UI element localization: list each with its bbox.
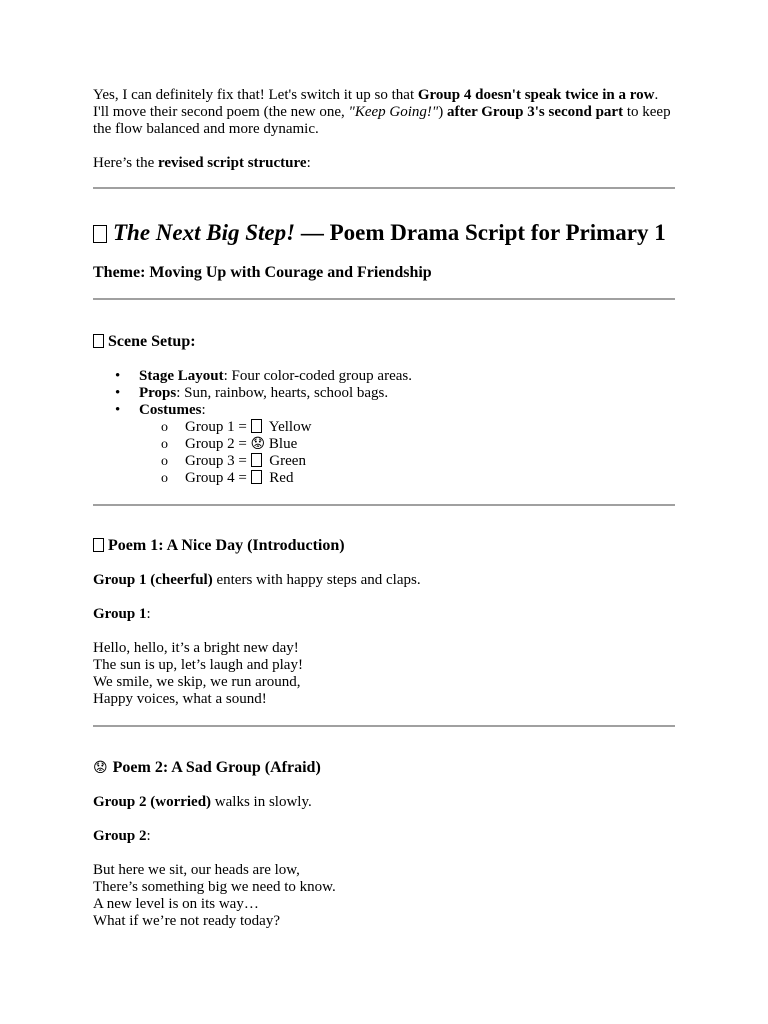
costume-color: Green (265, 453, 306, 469)
yellow-costume-icon (251, 419, 262, 433)
theme-heading: Theme: Moving Up with Courage and Friendship (93, 264, 432, 281)
list-item (139, 385, 675, 402)
revised-structure-paragraph (93, 155, 675, 172)
costume-color: Yellow (265, 419, 312, 435)
list-item-label: Props (139, 385, 177, 401)
list-item-label: Costumes (139, 402, 202, 418)
worried-face-icon: 😟 (93, 760, 108, 776)
title-rest: — Poem Drama Script for Primary 1 (295, 220, 666, 245)
revised-text: Here’s the (93, 155, 158, 171)
stage-direction-bold: Group 1 (cheerful) (93, 572, 213, 588)
list-item-label: Stage Layout (139, 368, 224, 384)
sun-icon (93, 538, 104, 552)
poem-line: The sun is up, let’s laugh and play! (93, 657, 303, 673)
list-item-text: : Sun, rainbow, hearts, school bags. (176, 385, 389, 401)
list-item (139, 402, 675, 487)
revised-colon: : (306, 155, 311, 171)
costume-item (185, 453, 675, 470)
intro-italic-text: "Keep Going!" (348, 104, 439, 120)
poem-line: We smile, we skip, we run around, (93, 674, 301, 690)
revised-bold-text: revised script structure (157, 155, 307, 171)
costume-list (139, 419, 675, 487)
poem-2-heading (93, 759, 675, 777)
worried-face-icon: 😟 (250, 436, 266, 452)
poem-line: There’s something big we need to know. (93, 879, 336, 895)
poem-line: But here we sit, our heads are low, (93, 862, 300, 878)
costume-group: Group 4 = (185, 470, 251, 486)
speaker-name: Group 1 (93, 606, 147, 622)
poem-1-heading (93, 537, 675, 555)
costume-color: Red (265, 470, 294, 486)
scene-setup-label: Scene Setup: (108, 333, 196, 350)
scene-setup-heading (93, 333, 675, 351)
list-item-text: : Four color-coded group areas. (223, 368, 412, 384)
list-item-text: : (201, 402, 206, 418)
poem-2-speaker (93, 828, 675, 845)
intro-paragraph (93, 87, 675, 138)
intro-text: . I'll move their second poem (the new one, (93, 87, 659, 120)
poem-1-stage-direction (93, 572, 675, 589)
poem-1-title: Poem 1: A Nice Day (Introduction) (108, 537, 345, 554)
stage-icon (93, 334, 104, 348)
intro-bold-text: Group 4 doesn't speak twice in a row (417, 87, 655, 103)
poem-line: Hello, hello, it’s a bright new day! (93, 640, 299, 656)
green-costume-icon (251, 453, 262, 467)
scene-setup-list (93, 368, 675, 487)
title-italic: The Next Big Step! (113, 220, 296, 245)
costume-group: Group 2 = (185, 436, 251, 452)
stage-direction-text: enters with happy steps and claps. (212, 572, 421, 588)
intro-text: to keep the flow balanced and more dynamic. (93, 104, 671, 137)
speaker-name: Group 2 (93, 828, 147, 844)
poem-1-lines (93, 640, 675, 708)
intro-text: ) (438, 104, 447, 120)
costume-item (185, 436, 675, 453)
list-item (139, 368, 675, 385)
stage-direction-text: walks in slowly. (211, 794, 312, 810)
theater-masks-icon (93, 225, 107, 243)
costume-group: Group 3 = (185, 453, 251, 469)
poem-line: Happy voices, what a sound! (93, 691, 267, 707)
poem-2-stage-direction (93, 794, 675, 811)
intro-bold-text: after Group 3's second part (446, 104, 624, 120)
poem-2-title: Poem 2: A Sad Group (Afraid) (112, 759, 321, 776)
document-content (93, 87, 675, 930)
poem-1-speaker (93, 606, 675, 623)
page-title (93, 220, 675, 246)
poem-line: A new level is on its way… (93, 896, 259, 912)
speaker-colon: : (146, 606, 151, 622)
costume-color: Blue (265, 436, 298, 452)
stage-direction-bold: Group 2 (worried) (93, 794, 212, 810)
costume-item (185, 419, 675, 436)
costume-item (185, 470, 675, 487)
poem-2-lines (93, 862, 675, 930)
red-costume-icon (251, 470, 262, 484)
speaker-colon: : (146, 828, 151, 844)
intro-text: Yes, I can definitely fix that! Let's switch it up so that (93, 87, 418, 103)
poem-line: What if we’re not ready today? (93, 913, 280, 929)
costume-group: Group 1 = (185, 419, 251, 435)
